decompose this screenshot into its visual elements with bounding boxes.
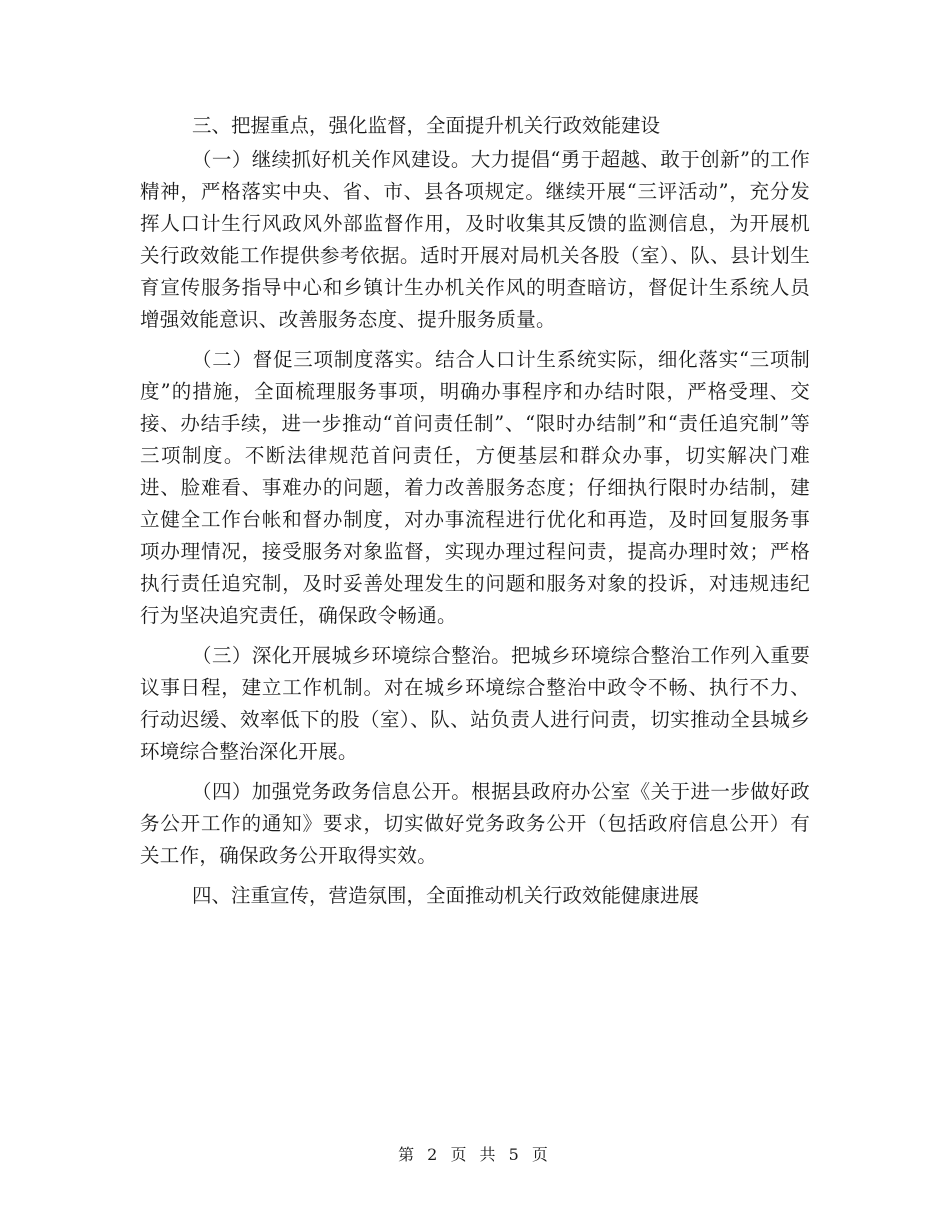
- paragraph-environment: （三）深化开展城乡环境综合整治。把城乡环境综合整治工作列入重要议事日程，建立工作机制。对在城乡环境综合整治中政令不畅、执行不力、行动迟缓、效率低下的股（室）、队、站负责人进行问责，切实推动全县城乡环境综合整治深化开展。: [140, 644, 810, 763]
- document-body: [140, 110, 810, 914]
- section-heading-3: 三、把握重点，强化监督，全面提升机关行政效能建设: [192, 114, 661, 137]
- paragraph-work-style: （一）继续抓好机关作风建设。大力提倡“勇于超越、敢于创新”的工作精神，严格落实中央、省、市、县各项规定。继续开展“三评活动”，充分发挥人口计生行风政风外部监督作用，及时收集其反馈的监测信息，为开展机关行政效能工作提供参考依据。适时开展对局机关各股（室）、队、县计划生育宣传服务指导中心和乡镇计生办机关作风的明查暗访，督促计生系统人员增强效能意识、改善服务态度、提升服务质量。: [140, 148, 810, 331]
- paragraph-three-systems: （二）督促三项制度落实。结合人口计生系统实际，细化落实“三项制度”的措施，全面梳理服务事项，明确办事程序和办结时限，严格受理、交接、办结手续，进一步推动“首问责任制”、“限时办结制”和“责任追究制”等三项制度。不断法律规范首问责任，方便基层和群众办事，切实解决门难进、脸难看、事难办的问题，着力改善服务态度；仔细执行限时办结制，建立健全工作台帐和督办制度，对办事流程进行优化和再造，及时回复服务事项办理情况，接受服务对象监督，实现办理过程问责，提高办理时效；严格执行责任追究制，及时妥善处理发生的问题和服务对象的投诉，对违规违纪行为坚决追究责任，确保政令畅通。: [140, 348, 810, 627]
- paragraph-information-disclosure: （四）加强党务政务信息公开。根据县政府办公室《关于进一步做好政务公开工作的通知》要求，切实做好党务政务公开（包括政府信息公开）有关工作，确保政务公开取得实效。: [140, 780, 810, 867]
- page-number-footer: 第 2 页 共 5 页: [398, 1145, 552, 1164]
- section-heading-4: 四、注重宣传，营造氛围，全面推动机关行政效能健康进展: [192, 884, 700, 907]
